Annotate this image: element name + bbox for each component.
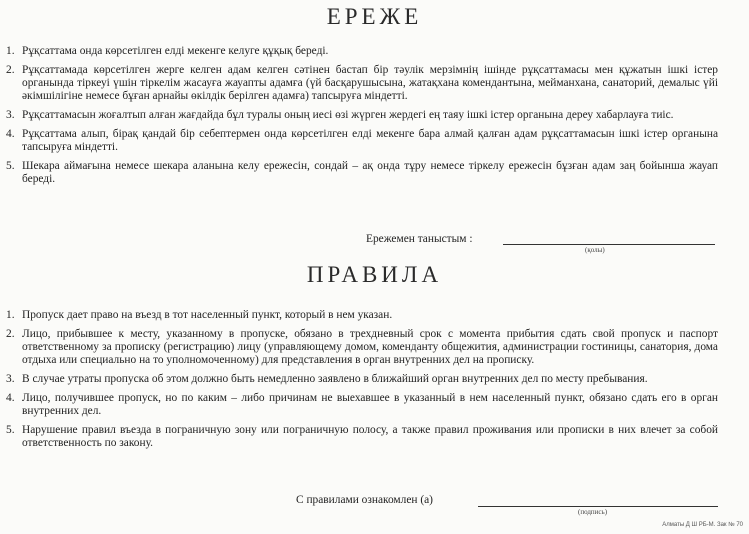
kazakh-title: ЕРЕЖЕ [326, 4, 423, 29]
rule-text: Рұқсаттамасын жоғалтып алған жағдайда бұл туралы оның иесі өзі жүрген жердегі ең таяу ішкі істер органына дереу хабарлауға тиіс. [22, 109, 674, 121]
rule-text: В случае утраты пропуска об этом должно быть немедленно заявлено в ближайший орган внутренних дел по месту пребывания. [22, 373, 648, 385]
rule-text: Рұқсаттамада көрсетілген жерге келген адам келген сәтінен бастап бір тәулік мерзімнің ішінде рұқсаттамасы мен құжатын ішкі істер органында тіркеуі үшін тіркелім жасауға жауапты адамға (үй басқарушысына, жатақхана комендантына, мейманхана, санаторий, демалыс үйі әкімшілігіне немесе бұған арнайы өкілдік берілген адамға) тапсыруға міндетті. [22, 64, 718, 102]
print-footer: Алматы Д Ш РБ-М. Зак № 70 [662, 522, 743, 528]
russian-rule-2 [6, 328, 718, 367]
rule-text: Нарушение правил въезда в пограничную зону или пограничную полосу, а также правил проживания или прописки в них влечет за собой ответственность по закону. [22, 424, 718, 449]
kazakh-rule-3 [6, 109, 718, 122]
russian-rule-1 [6, 309, 718, 322]
russian-signature-line[interactable] [478, 506, 718, 507]
rule-number: 2. [6, 64, 15, 76]
russian-rule-3 [6, 373, 718, 386]
russian-title: ПРАВИЛА [306, 262, 443, 287]
rule-number: 1. [6, 309, 15, 321]
russian-signature-caption: (подпись) [578, 508, 608, 516]
kazakh-rule-1 [6, 45, 718, 58]
rule-number: 2. [6, 328, 15, 340]
russian-rule-4 [6, 392, 718, 418]
rule-number: 3. [6, 109, 15, 121]
rule-text: Лицо, получившее пропуск, но по каким – либо причинам не выехавшее в указанный в нем населенный пункт, обязано сдать его в орган внутренних дел. [22, 392, 718, 417]
russian-rule-5 [6, 424, 718, 450]
kazakh-signature-line[interactable] [503, 244, 715, 245]
kazakh-rule-4 [6, 128, 718, 154]
rule-text: Рұқсаттама алып, бірақ қандай бір себептермен онда көрсетілген елді мекенге бара алмай қалған адам рұқсаттамасын ішкі істер органына тапсыруға міндетті. [22, 128, 718, 153]
rule-number: 3. [6, 373, 15, 385]
rule-text: Рұқсаттама онда көрсетілген елді мекенге келуге құқық береді. [22, 45, 329, 57]
kazakh-sign-label: Ережемен таныстым : [366, 233, 473, 245]
russian-rules-list [6, 309, 718, 456]
rule-text: Лицо, прибывшее к месту, указанному в пропуске, обязано в трехдневный срок с момента прибытия сдать свой пропуск и паспорт ответственному за прописку (регистрацию) лицу (управляющему домом, коменданту общежития, администрации гостиницы, санатория, дома отдыха или специально на то уполномоченному) для представления в орган внутренних дел на прописку. [22, 328, 718, 366]
rule-text: Пропуск дает право на въезд в тот населенный пункт, который в нем указан. [22, 309, 393, 321]
rule-text: Шекара аймағына немесе шекара аланына келу ережесін, сондай – ақ онда тұру немесе тіркелу ережесін бұзған адам заң бойынша жауап береді. [22, 160, 718, 185]
rule-number: 5. [6, 160, 15, 172]
rule-number: 1. [6, 45, 15, 57]
kazakh-signature-caption: (қолы) [585, 246, 605, 254]
rule-number: 4. [6, 392, 15, 404]
kazakh-rules-list [6, 45, 718, 192]
kazakh-rule-5 [6, 160, 718, 186]
kazakh-rule-2 [6, 64, 718, 103]
russian-sign-label: С правилами ознакомлен (а) [296, 494, 433, 506]
rule-number: 5. [6, 424, 15, 436]
rule-number: 4. [6, 128, 15, 140]
